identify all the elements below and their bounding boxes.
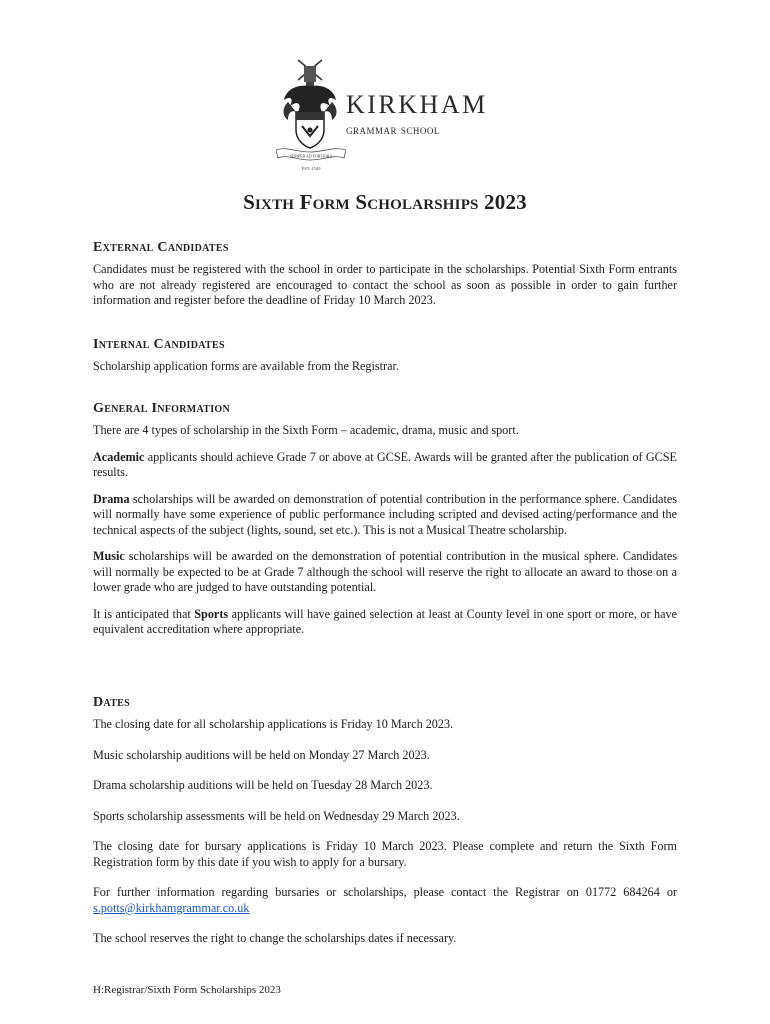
- music-label: Music: [93, 549, 125, 563]
- heading-external: External Candidates: [93, 240, 229, 255]
- footer-path: H:Registrar/Sixth Form Scholarships 2023: [93, 984, 281, 996]
- contact-text: For further information regarding bursaries or scholarships, please contact the Registrar on 01772 684264 or: [93, 885, 677, 899]
- internal-body: Scholarship application forms are available from the Registrar.: [93, 359, 399, 373]
- dates-reserve: The school reserves the right to change the scholarships dates if necessary.: [93, 931, 457, 945]
- section-dates: [93, 693, 677, 947]
- sports-paragraph: [93, 607, 677, 638]
- school-name-sub: [346, 122, 488, 138]
- section-general: [93, 399, 677, 638]
- dates-bursary: The closing date for bursary applications is Friday 10 March 2023. Please complete and return the Sixth Form Registration form by this date if you wish to apply for a bursary.: [93, 839, 677, 869]
- est-text: EST. 1549: [301, 166, 321, 171]
- dates-music: Music scholarship auditions will be held on Monday 27 March 2023.: [93, 747, 430, 762]
- music-paragraph: [93, 549, 677, 596]
- heading-dates: Dates: [93, 695, 130, 710]
- school-name-sub-text: grammar school: [346, 122, 440, 137]
- page-title: Sixth Form Scholarships 2023: [243, 190, 527, 214]
- music-text: scholarships will be awarded on the demonstration of potential contribution in the musical sphere. Candidates will normally be expected to be at Grade 7 although the school will reserve the right to allocate an award to those on a lower grade who are judged to have outstanding potential.: [93, 549, 677, 594]
- heading-internal: Internal Candidates: [93, 337, 225, 352]
- external-body: Candidates must be registered with the school in order to participate in the scholarships. Potential Sixth Form entrants who are not already registered are encouraged to contact the school as soon as possible in order to gain further information and register before the deadline of Friday 10 March 2023.: [93, 262, 677, 307]
- dates-closing: The closing date for all scholarship applications is Friday 10 March 2023.: [93, 717, 454, 731]
- section-internal: [93, 335, 677, 375]
- drama-label: Drama: [93, 491, 130, 506]
- academic-label: Academic: [93, 449, 145, 464]
- heading-general: General Information: [93, 401, 231, 416]
- school-name: [346, 92, 488, 138]
- registrar-email-link[interactable]: s.potts@kirkhamgrammar.co.uk: [93, 900, 250, 915]
- sports-label: Sports: [194, 606, 229, 621]
- dates-sports: Sports scholarship assessments will be held on Wednesday 29 March 2023.: [93, 808, 460, 823]
- dates-drama: Drama scholarship auditions will be held on Tuesday 28 March 2023.: [93, 778, 433, 792]
- dates-contact: [93, 885, 677, 916]
- drama-text: scholarships will be awarded on demonstration of potential contribution in the performance sphere. Candidates will normally have some experience of public performance including scripted and devised acting/performance and the technical aspects of the subject (lights, sound, set etc.). This is not a Musical Theatre scholarship.: [93, 491, 677, 537]
- sports-text: applicants will have gained selection at least at County level in one sport or more, or have equivalent accreditation where appropriate.: [93, 606, 678, 636]
- school-logo: [276, 56, 506, 174]
- school-crest-icon: [276, 56, 346, 174]
- drama-paragraph: [93, 492, 677, 539]
- academic-text: applicants should achieve Grade 7 or above at GCSE. Awards will be granted after the publication of GCSE results.: [93, 449, 677, 479]
- school-name-main: KIRKHAM: [346, 90, 488, 119]
- general-intro: There are 4 types of scholarship in the Sixth Form – academic, drama, music and sport.: [93, 423, 519, 437]
- section-external: [93, 238, 677, 309]
- academic-paragraph: [93, 450, 677, 481]
- motto-text: SEMPER AD FORTIORA: [289, 153, 333, 159]
- sports-pre: It is anticipated that: [93, 606, 195, 621]
